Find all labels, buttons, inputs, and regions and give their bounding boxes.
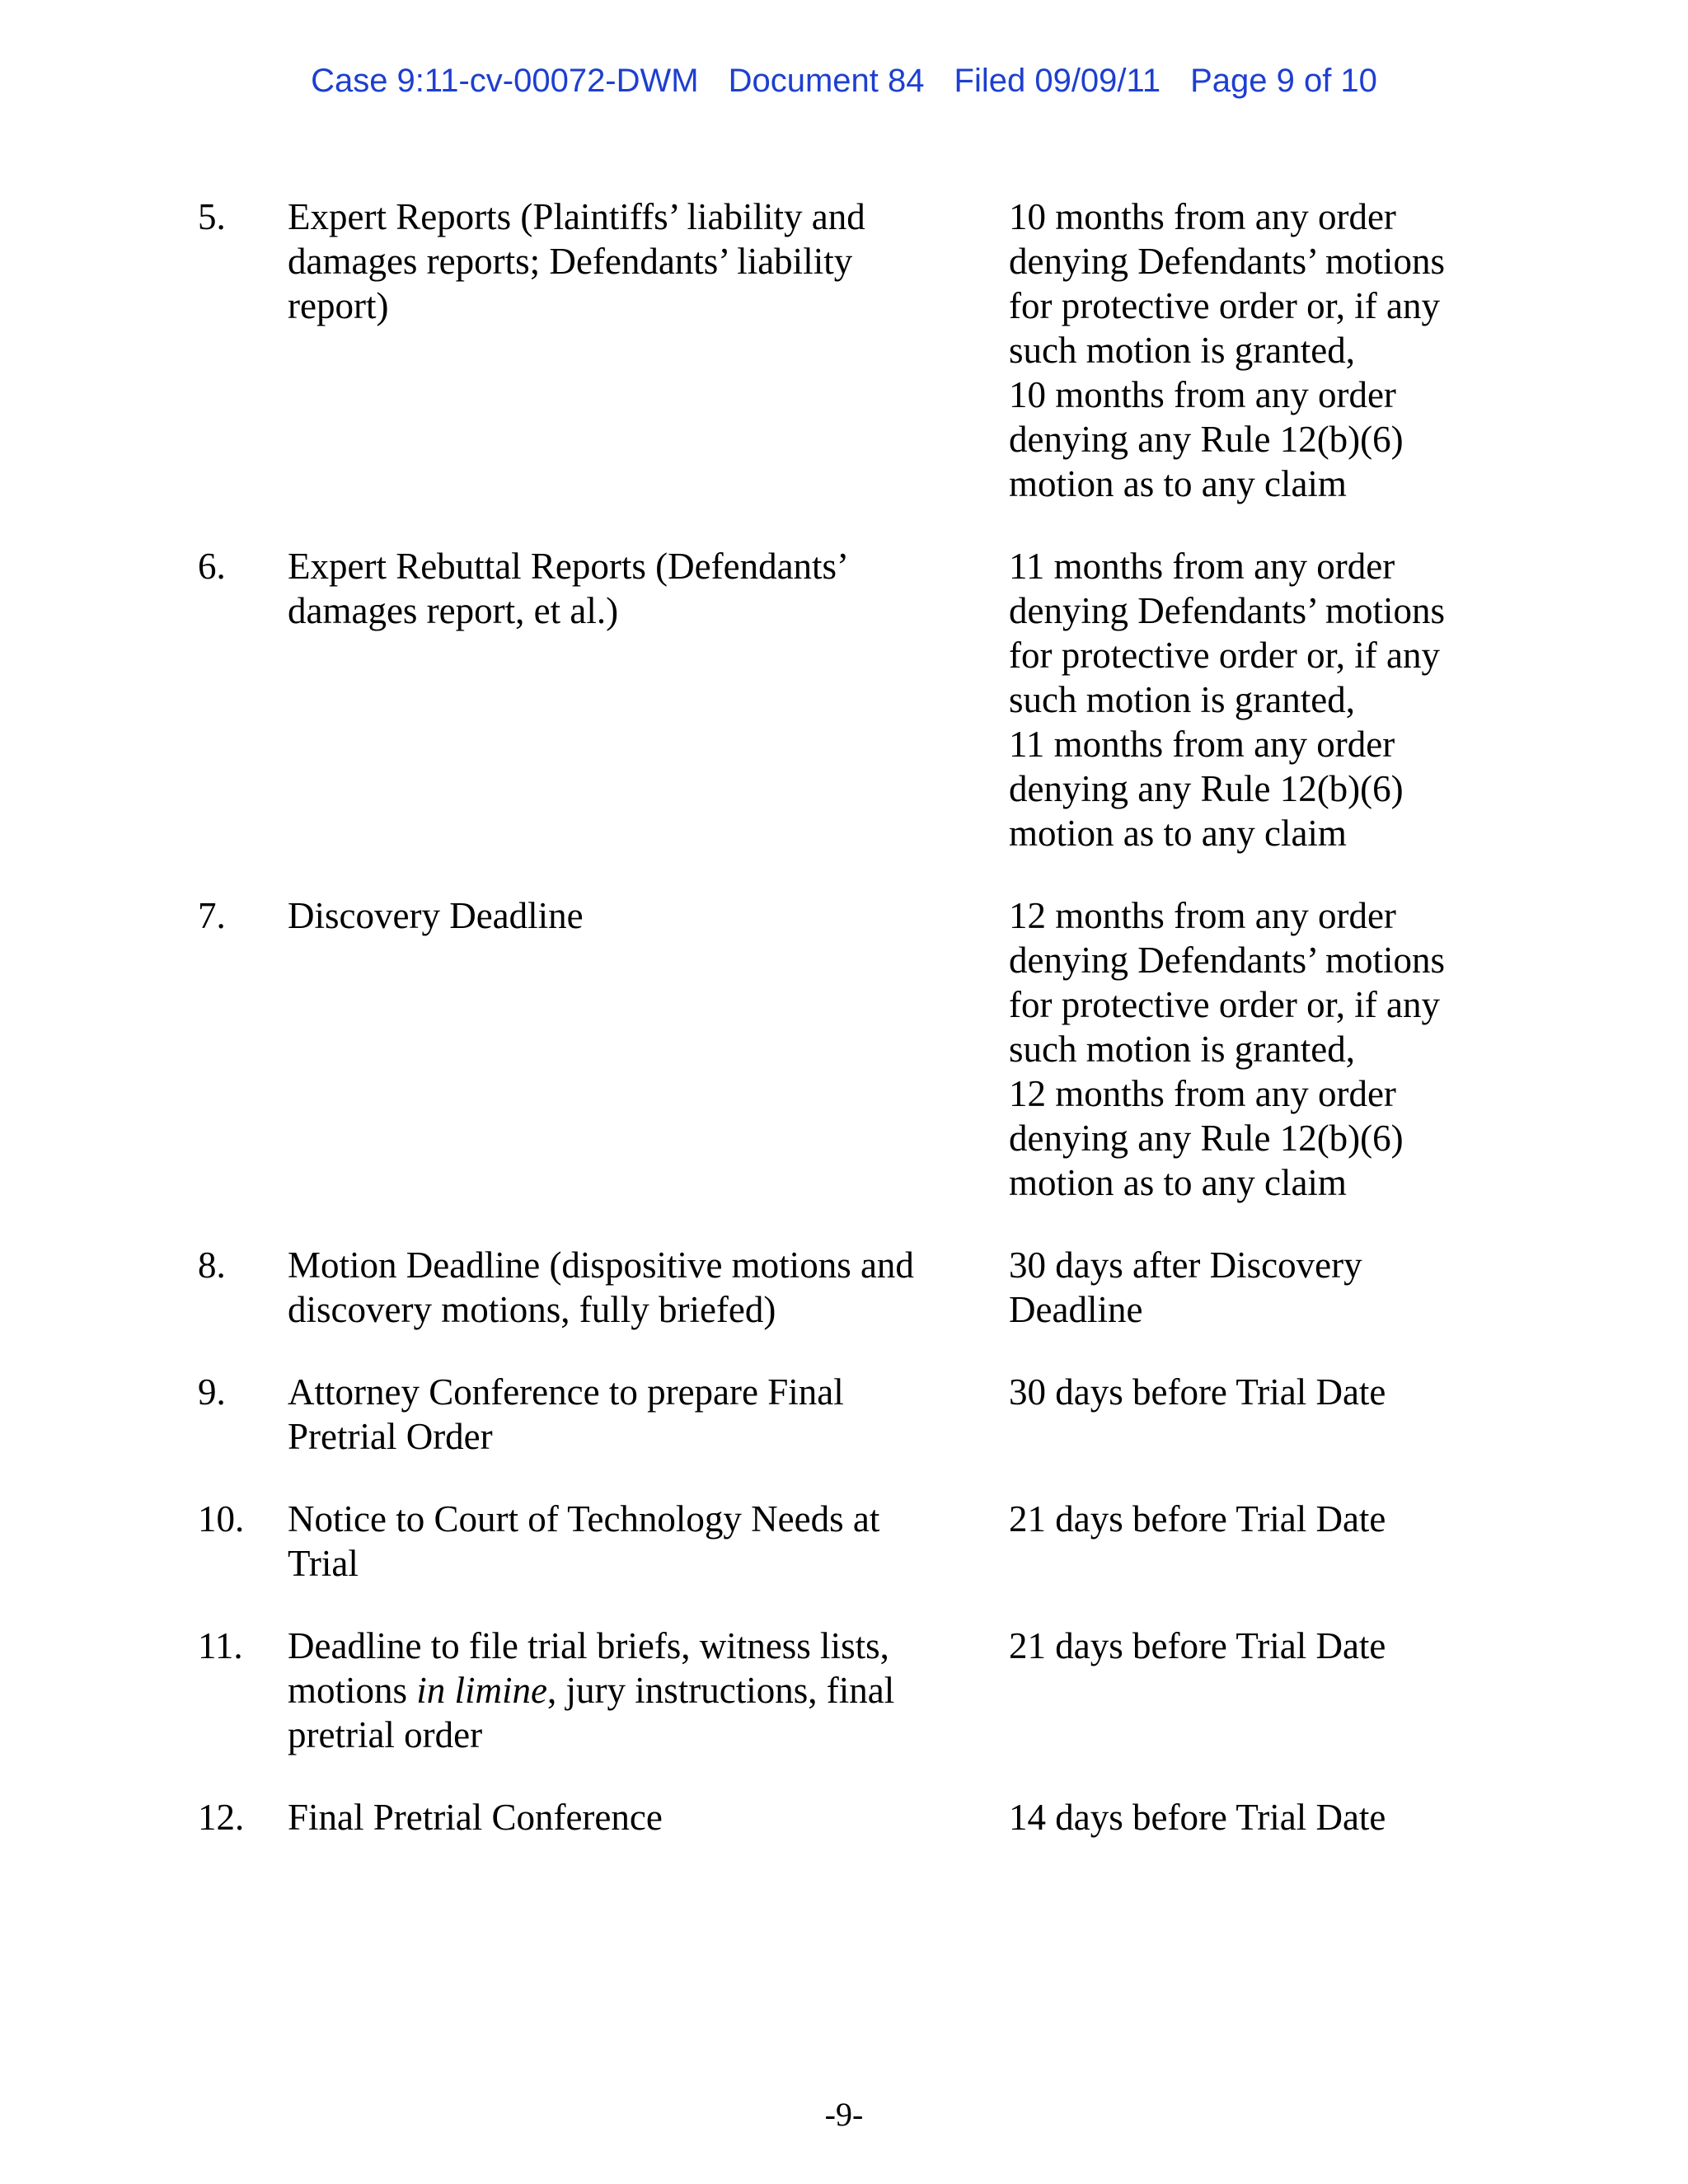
row-deadline: [1009, 893, 1487, 1205]
description-line: Expert Reports (Plaintiffs’ liability and: [288, 196, 865, 237]
deadline-line: denying Defendants’ motions: [1009, 940, 1446, 981]
row-description: [288, 1243, 947, 1332]
deadline-line: for protective order or, if any: [1009, 285, 1440, 326]
row-description: [288, 194, 947, 328]
description-text: motions: [288, 1670, 417, 1711]
deadline-line: 11 months from any order: [1009, 724, 1395, 765]
row-number: 9.: [198, 1371, 226, 1413]
row-description: [288, 544, 947, 633]
deadline-line: denying any Rule 12(b)(6): [1009, 419, 1404, 460]
schedule-row: [0, 1370, 1688, 1459]
schedule-row: [0, 1497, 1688, 1586]
row-description: [288, 1795, 947, 1840]
deadline-line: such motion is granted,: [1009, 679, 1355, 720]
schedule-row: [0, 1624, 1688, 1757]
row-deadline: [1009, 1370, 1487, 1459]
row-description: [288, 1497, 947, 1586]
description-line: Notice to Court of Technology Needs at: [288, 1498, 880, 1540]
deadline-line: motion as to any claim: [1009, 463, 1347, 504]
deadline-line: 14 days before Trial Date: [1009, 1797, 1386, 1838]
description-italic: in limine: [416, 1670, 548, 1711]
deadline-line: 12 months from any order: [1009, 1073, 1396, 1114]
deadline-line: denying any Rule 12(b)(6): [1009, 1118, 1404, 1159]
description-text: , jury instructions, final: [547, 1670, 895, 1711]
deadline-line: 12 months from any order: [1009, 895, 1396, 936]
description-line: damages reports; Defendants’ liability: [288, 241, 853, 282]
row-number: 11.: [198, 1625, 243, 1666]
deadline-line: motion as to any claim: [1009, 813, 1347, 854]
row-deadline: [1009, 1624, 1487, 1757]
description-line: Motion Deadline (dispositive motions and: [288, 1244, 914, 1286]
schedule-list: [0, 194, 1688, 1877]
case-number: Case 9:11-cv-00072-DWM: [311, 63, 699, 99]
row-number: 7.: [198, 895, 226, 936]
deadline-line: such motion is granted,: [1009, 1029, 1355, 1070]
schedule-row: [0, 544, 1688, 855]
deadline-line: 30 days after Discovery: [1009, 1244, 1362, 1286]
deadline-line: denying Defendants’ motions: [1009, 241, 1446, 282]
deadline-line: Deadline: [1009, 1289, 1143, 1330]
deadline-line: 10 months from any order: [1009, 374, 1396, 415]
schedule-row: [0, 893, 1688, 1205]
page-number: -9-: [824, 2096, 864, 2133]
document-number: Document 84: [728, 63, 925, 99]
row-deadline: [1009, 1795, 1487, 1840]
deadline-line: denying any Rule 12(b)(6): [1009, 768, 1404, 809]
row-deadline: [1009, 1243, 1487, 1332]
description-line: pretrial order: [288, 1714, 483, 1755]
row-description: [288, 893, 947, 938]
description-line: discovery motions, fully briefed): [288, 1289, 776, 1330]
page-indicator: Page 9 of 10: [1190, 63, 1377, 99]
row-deadline: [1009, 194, 1487, 506]
deadline-line: 11 months from any order: [1009, 546, 1395, 587]
row-number: 5.: [198, 196, 226, 237]
deadline-line: motion as to any claim: [1009, 1162, 1347, 1203]
row-number: 10.: [198, 1498, 245, 1540]
row-description: [288, 1370, 947, 1459]
deadline-line: for protective order or, if any: [1009, 635, 1440, 676]
description-line: Discovery Deadline: [288, 895, 584, 936]
description-line: report): [288, 285, 389, 326]
description-line: Trial: [288, 1543, 359, 1584]
description-line: [288, 1668, 947, 1713]
ecf-header: [0, 63, 1688, 100]
schedule-row: [0, 1243, 1688, 1332]
description-line: Pretrial Order: [288, 1416, 493, 1457]
description-line: Expert Rebuttal Reports (Defendants’: [288, 546, 850, 587]
deadline-line: denying Defendants’ motions: [1009, 590, 1446, 631]
description-line: Attorney Conference to prepare Final: [288, 1371, 844, 1413]
description-line: Deadline to file trial briefs, witness lists,: [288, 1625, 889, 1666]
row-number: 12.: [198, 1797, 245, 1838]
deadline-line: 21 days before Trial Date: [1009, 1625, 1386, 1666]
schedule-row: [0, 1795, 1688, 1840]
row-number: 6.: [198, 546, 226, 587]
row-deadline: [1009, 1497, 1487, 1586]
description-line: damages report, et al.): [288, 590, 619, 631]
row-number: 8.: [198, 1244, 226, 1286]
description-line: Final Pretrial Conference: [288, 1797, 663, 1838]
filed-date: Filed 09/09/11: [954, 63, 1161, 99]
deadline-line: such motion is granted,: [1009, 330, 1355, 371]
row-deadline: [1009, 544, 1487, 855]
deadline-line: 30 days before Trial Date: [1009, 1371, 1386, 1413]
row-description: [288, 1624, 947, 1757]
schedule-row: [0, 194, 1688, 506]
deadline-line: for protective order or, if any: [1009, 984, 1440, 1025]
deadline-line: 10 months from any order: [1009, 196, 1396, 237]
deadline-line: 21 days before Trial Date: [1009, 1498, 1386, 1540]
